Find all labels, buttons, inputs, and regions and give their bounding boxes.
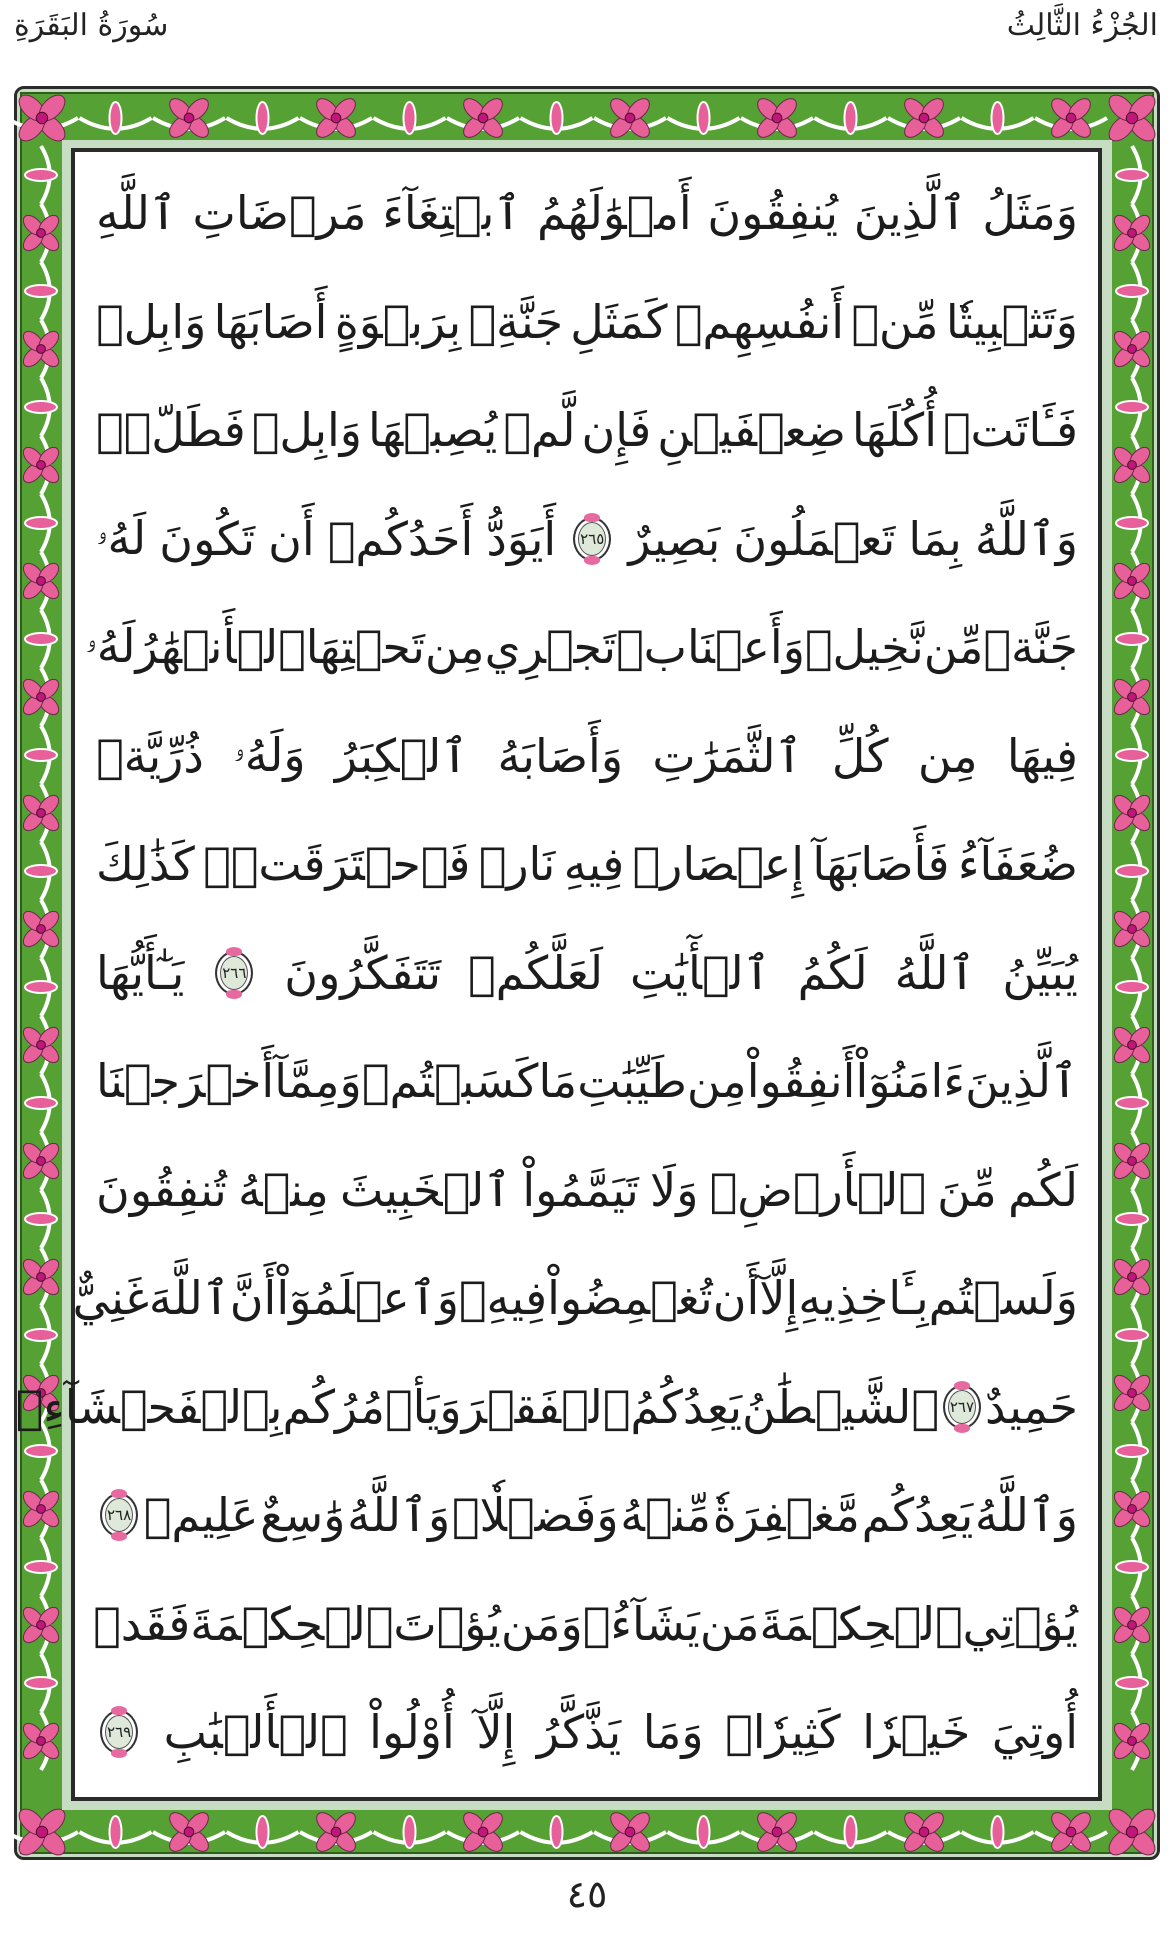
- verse-word: طَيِّبَٰتِ: [577, 1054, 687, 1108]
- verse-word: ٱلۡفَقۡرَ: [461, 1379, 631, 1434]
- verse-word: وَمِمَّآ: [274, 1054, 362, 1108]
- verse-word: جَنَّةِۭ: [468, 294, 564, 349]
- flower-cap-icon: [111, 1706, 127, 1715]
- verse-word: وَابِلٞ: [96, 294, 207, 349]
- flower-cap-icon: [226, 947, 242, 956]
- verse-word: مَن: [699, 1596, 760, 1651]
- text-line: [96, 1677, 1078, 1787]
- verse-word: يُؤۡتَ: [393, 1596, 501, 1651]
- text-line: [96, 918, 1078, 1028]
- verse-word: نَّخِيلٖ: [804, 620, 924, 674]
- flower-cap-icon: [226, 990, 242, 999]
- verse-word: ٱللَّهِ: [96, 186, 177, 240]
- verse-word: ٱللَّهَ: [148, 1271, 230, 1325]
- verse-word: وَمَثَلُ: [982, 186, 1078, 240]
- verse-word: مَرۡضَاتِ: [192, 186, 367, 240]
- verse-word: إِعۡصَارٞ: [632, 837, 805, 891]
- verse-word: وَلَا: [650, 1162, 699, 1217]
- verse-word: فَٱحۡتَرَقَتۡۗ: [203, 837, 471, 891]
- verse-word: ٱللَّهُ: [894, 945, 976, 1000]
- verse-word: بِٱلۡفَحۡشَآءِۖ: [15, 1379, 283, 1434]
- ayah-number-marker: [943, 1382, 981, 1432]
- verse-word: ٱلۡكِبَرُ: [334, 728, 469, 783]
- verse-word: وَٱللَّهُ: [974, 511, 1078, 566]
- verse-word: أُكُلَهَا: [851, 403, 937, 457]
- verse-word: وَابِلٞ: [251, 403, 362, 457]
- text-line: [96, 701, 1078, 811]
- verse-word: يُؤۡتِي: [962, 1596, 1078, 1651]
- text-line: [96, 484, 1078, 594]
- verse-word: وَٱللَّهُ: [347, 1488, 451, 1542]
- text-line: [96, 809, 1078, 919]
- verse-word: حَمِيدٌ: [984, 1379, 1078, 1434]
- text-line: [72, 1243, 1078, 1353]
- verse-word: كُلِّ: [831, 728, 889, 783]
- verse-word: إِلَّآ: [759, 1271, 799, 1325]
- verse-word: أَن: [712, 1271, 760, 1325]
- verse-word: ٱلۡأَنۡهَٰرُ: [135, 620, 306, 674]
- verse-word: ٱلۡخَبِيثَ: [340, 1162, 512, 1217]
- verse-word: تَجۡرِي: [484, 620, 617, 674]
- verse-word: غَنِيٌّ: [72, 1271, 149, 1325]
- verse-word: إِلَّآ: [476, 1705, 516, 1759]
- ayah-number: ٢٦٦: [215, 951, 253, 995]
- verse-word: كَثِيرٗاۗ: [725, 1705, 841, 1759]
- verse-word: ضُعَفَآءُ: [957, 837, 1078, 891]
- verse-word: وَلَسۡتُم: [928, 1271, 1078, 1325]
- verse-word: ٱلۡأَلۡبَٰبِ: [163, 1705, 348, 1759]
- text-line: [15, 1352, 1078, 1462]
- verse-word: بَصِيرٌ: [628, 511, 721, 566]
- ayah-number: ٢٦٩: [100, 1710, 138, 1754]
- verse-word: مِنۡهُ: [238, 1162, 329, 1217]
- text-line: [96, 158, 1078, 268]
- verse-word: وَفَضۡلٗاۗ: [451, 1488, 619, 1542]
- verse-word: مِن: [686, 1054, 747, 1108]
- text-line: [96, 375, 1078, 485]
- verse-word: ٱلۡأٓيَٰتِ: [630, 945, 771, 1000]
- text-line: [85, 592, 1078, 702]
- verse-word: ٱلۡحِكۡمَةَ: [190, 1596, 394, 1651]
- verse-word: بِمَا: [908, 511, 962, 566]
- verse-word: وَتَثۡبِيتٗا: [945, 294, 1078, 349]
- ayah-number-marker: [215, 948, 253, 998]
- verse-word: جَنَّةٞ: [983, 620, 1078, 674]
- verse-word: أَخۡرَجۡنَا: [96, 1054, 275, 1108]
- verse-word: أُوْلُواْ: [369, 1705, 455, 1759]
- verse-word: كَذَٰلِكَ: [96, 837, 195, 891]
- verse-word: لَكُم: [1007, 1162, 1078, 1217]
- verse-word: أَحَدُكُمۡ: [327, 511, 474, 566]
- verse-word: مِّنَ: [937, 1162, 997, 1217]
- verse-word: يَـٰٓأَيُّهَا: [96, 945, 185, 1000]
- verse-word: يُنفِقُونَ: [707, 186, 839, 240]
- verse-word: ٱلۡحِكۡمَةَ: [759, 1596, 963, 1651]
- surah-title: سُورَةُ البَقَرَةِ: [14, 8, 169, 43]
- verse-word: مِن: [917, 728, 978, 783]
- verse-word: وَٰسِعٌ: [260, 1488, 346, 1542]
- verse-word: ٱلۡأَرۡضِۖ: [709, 1162, 926, 1217]
- verse-word: تَتَفَكَّرُونَ: [284, 945, 442, 1000]
- verse-word: يَشَآءُۚ: [582, 1596, 700, 1651]
- verse-word: عَلِيمٞ: [143, 1488, 259, 1542]
- verse-word: وَمَن: [500, 1596, 583, 1651]
- verse-word: ٱلَّذِينَ: [965, 1054, 1078, 1108]
- verse-word: بِـَٔاخِذِيهِ: [798, 1271, 929, 1325]
- text-line: [96, 267, 1078, 377]
- verse-word: وَمَا: [642, 1705, 704, 1759]
- verse-word: مِّنۡ: [851, 294, 939, 349]
- verse-word: بِرَبۡوَةٍ: [334, 294, 462, 349]
- verse-word: يَذَّكَّرُ: [536, 1705, 622, 1759]
- ayah-number-marker: [100, 1490, 138, 1540]
- flower-cap-icon: [584, 513, 600, 522]
- verse-word: فَـَٔاتَتۡ: [942, 403, 1078, 457]
- text-line: [96, 1026, 1078, 1136]
- ayah-number: ٢٦٨: [100, 1493, 138, 1537]
- verse-word: تُنفِقُونَ: [96, 1162, 227, 1217]
- verse-word: تَيَمَّمُواْ: [522, 1162, 639, 1217]
- verse-word: أَنَّ: [229, 1271, 277, 1325]
- verse-word: لَهُۥ: [96, 510, 147, 565]
- verse-word: لَعَلَّكُمۡ: [468, 945, 604, 1000]
- verse-word: مِّن: [923, 620, 984, 674]
- flower-cap-icon: [954, 1424, 970, 1433]
- verse-word: فَإِن: [581, 403, 652, 457]
- verse-word: يَعِدُكُم: [861, 1488, 974, 1542]
- verse-word: وَلَهُۥ: [233, 727, 306, 782]
- text-line: [96, 1460, 1078, 1570]
- verse-word: ٱبۡتِغَآءَ: [382, 186, 522, 240]
- verse-word: لَكُمُ: [797, 945, 868, 1000]
- verse-word: فَأَصَابَهَآ: [812, 837, 950, 891]
- verse-word: أَن: [268, 511, 315, 566]
- verse-word: تَكُونَ: [159, 511, 256, 566]
- verse-word: يُبَيِّنُ: [1002, 945, 1078, 1000]
- ayah-number-marker: [573, 514, 611, 564]
- flower-cap-icon: [584, 556, 600, 565]
- flower-cap-icon: [954, 1381, 970, 1390]
- ayah-number-marker: [100, 1707, 138, 1757]
- verse-word: نَارٞ: [478, 837, 556, 891]
- verse-word: أَمۡوَٰلَهُمُ: [537, 186, 692, 240]
- verse-word: فَطَلّٞۗ: [96, 403, 246, 457]
- verse-word: يَعِدُكُمُ: [630, 1379, 743, 1434]
- verse-word: فِيهِۚ: [458, 1271, 548, 1325]
- flower-cap-icon: [111, 1749, 127, 1758]
- verse-word: مِن: [424, 620, 485, 674]
- text-line: [93, 1569, 1078, 1679]
- verse-word: وَأَصَابَهُ: [497, 728, 624, 783]
- verse-word: ضِعۡفَيۡنِ: [657, 403, 846, 457]
- verse-word: وَٱعۡلَمُوٓاْ: [276, 1271, 459, 1325]
- ayah-number: ٢٦٧: [943, 1385, 981, 1429]
- verse-word: ذُرِّيَّةٞ: [96, 728, 204, 783]
- verse-word: أَنفُسِهِمۡ: [674, 294, 845, 349]
- verse-word: وَأَعۡنَابٖ: [616, 620, 805, 674]
- quran-text-block: [15, 158, 1078, 1788]
- verse-word: كَمَثَلِ: [570, 294, 668, 349]
- verse-word: أَصَابَهَا: [213, 294, 328, 349]
- verse-word: أَنفِقُواْ: [746, 1054, 856, 1108]
- page-number: ٤٥: [566, 1872, 608, 1916]
- flower-cap-icon: [111, 1489, 127, 1498]
- verse-word: خَيۡرٗا: [862, 1705, 971, 1759]
- verse-word: فِيهَا: [1006, 728, 1078, 783]
- verse-word: أُوتِيَ: [991, 1705, 1078, 1759]
- verse-word: ٱلثَّمَرَٰتِ: [652, 728, 803, 783]
- verse-word: تَعۡمَلُونَ: [733, 511, 896, 566]
- verse-word: لَّمۡ: [503, 403, 576, 457]
- verse-word: وَٱللَّهُ: [974, 1488, 1078, 1542]
- verse-word: ءَامَنُوٓاْ: [855, 1054, 965, 1108]
- verse-word: مَا: [538, 1054, 578, 1108]
- verse-word: ٱلَّذِينَ: [853, 186, 967, 240]
- verse-word: مَّغۡفِرَةٗ: [712, 1488, 860, 1542]
- ayah-number: ٢٦٥: [573, 517, 611, 561]
- verse-word: تُغۡمِضُواْ: [547, 1271, 713, 1325]
- verse-word: ٱلشَّيۡطَٰنُ: [742, 1379, 939, 1434]
- verse-word: فَقَدۡ: [93, 1596, 191, 1651]
- verse-word: فِيهِ: [563, 837, 625, 891]
- verse-word: لَهُۥ: [85, 619, 136, 673]
- text-line: [96, 1135, 1078, 1245]
- verse-word: يُصِبۡهَا: [367, 403, 498, 457]
- verse-word: مِّنۡهُ: [620, 1488, 712, 1542]
- juz-title: الجُزْءُ الثَّالِثُ: [1006, 8, 1158, 43]
- flower-cap-icon: [111, 1532, 127, 1541]
- verse-word: وَيَأۡمُرُكُم: [282, 1379, 462, 1434]
- verse-word: كَسَبۡتُمۡ: [361, 1054, 539, 1108]
- verse-word: أَيَوَدُّ: [486, 511, 557, 566]
- verse-word: تَحۡتِهَا: [305, 620, 425, 674]
